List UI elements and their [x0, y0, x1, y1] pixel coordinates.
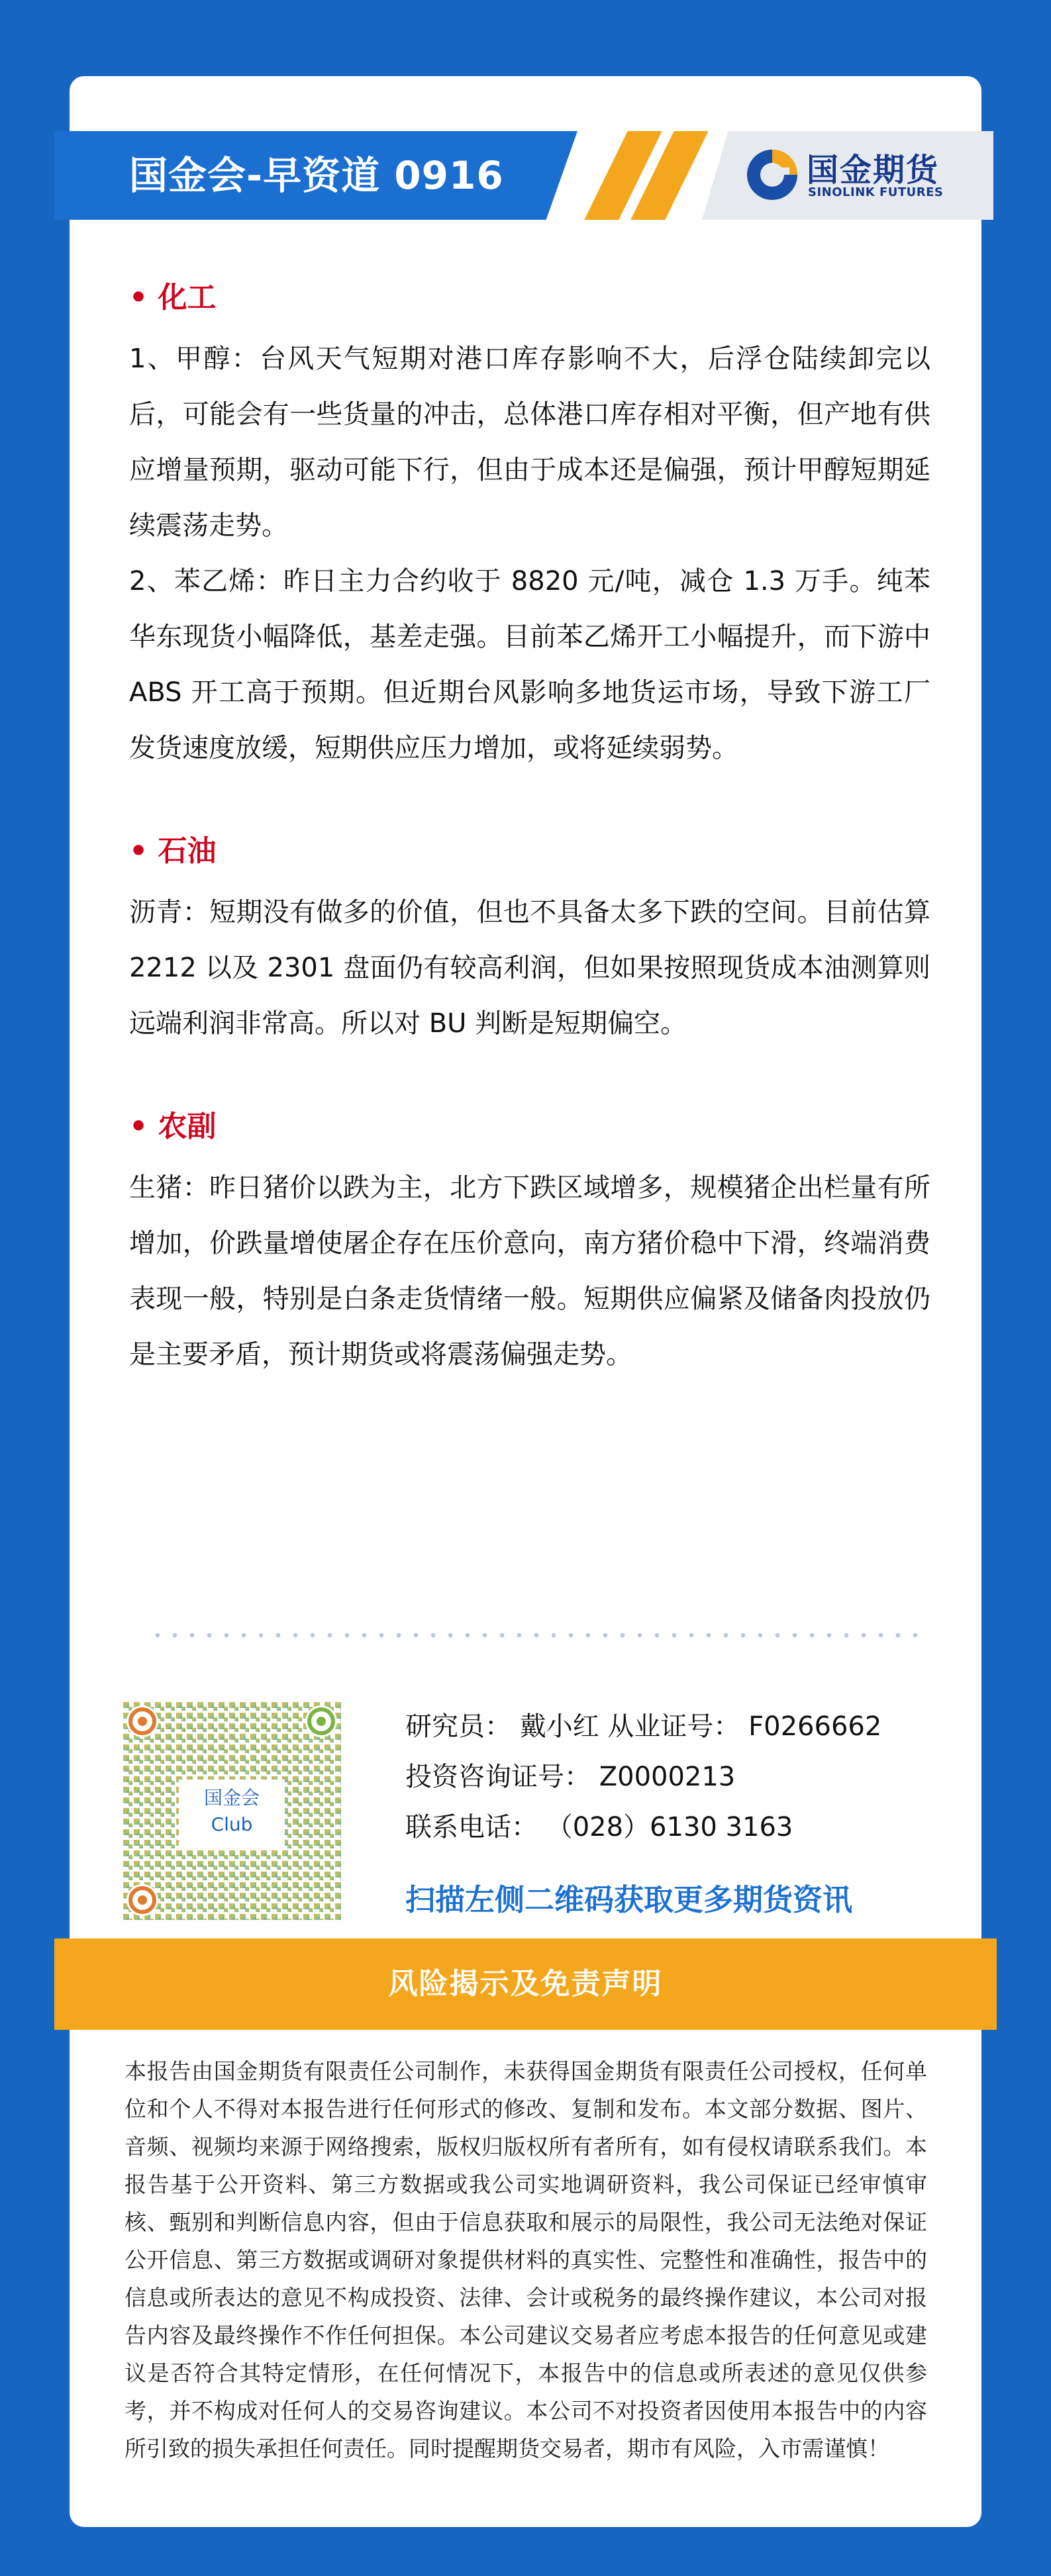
- qr-hint-text: 扫描左侧二维码获取更多期货资讯: [405, 1882, 853, 1917]
- risk-disclosure-bar: 风险揭示及免责声明: [54, 1938, 997, 2030]
- paragraph-hogs: 生猪：昨日猪价以跌为主，北方下跌区域增多，规模猪企出栏量有所增加，价跌量增使屠企存在压价意向，南方猪价稳中下滑，终端消费表现一般，特别是白条走货情绪一般。短期供应偏紧及储备肉投放仍是主要矛盾，预计期货或将震荡偏强走势。: [129, 1172, 930, 1370]
- article-body: [129, 278, 930, 1382]
- qr-center-label: [179, 1780, 285, 1848]
- dotted-divider: [149, 1633, 930, 1638]
- qr-label-line1: 国金会: [203, 1787, 260, 1809]
- sinolink-logo-icon: [745, 148, 799, 202]
- paragraph-styrene: 2、苯乙烯：昨日主力合约收于 8820 元/吨，减仓 1.3 万手。纯苯华东现货小幅降低，基差走强。目前苯乙烯开工小幅提升，而下游中 ABS 开工高于预期。但近期台风影响多地货运市场，导致下游工厂发货速度放缓，短期供应压力增加，或将延续弱势。: [129, 566, 930, 763]
- page-title: 国金会-早资道 0916: [129, 153, 504, 198]
- researcher-info: 研究员： 戴小红 从业证号： F0266662: [405, 1711, 882, 1742]
- logo-text-en: SINOLINK FUTURES: [808, 185, 944, 199]
- phone-info: 联系电话： （028）6130 3163: [405, 1812, 793, 1842]
- qr-label-line2: Club: [211, 1813, 253, 1835]
- paragraph-methanol: 1、甲醇：台风天气短期对港口库存影响不大，后浮仓陆续卸完以后，可能会有一些货量的冲击，总体港口库存相对平衡，但产地有供应增量预期，驱动可能下行，但由于成本还是偏强，预计甲醇短期延续震荡走势。: [129, 344, 930, 541]
- disclaimer-text: 本报告由国金期货有限责任公司制作，未获得国金期货有限责任公司授权，任何单位和个人不得对本报告进行任何形式的修改、复制和发布。本文部分数据、图片、音频、视频均来源于网络搜索，版权归版权所有者所有，如有侵权请联系我们。本报告基于公开资料、第三方数据或我公司实地调研资料，我公司保证已经审慎审核、甄别和判断信息内容，但由于信息获取和展示的局限性，我公司无法绝对保证公开信息、第三方数据或调研对象提供材料的真实性、完整性和准确性，报告中的信息或所表达的意见不构成投资、法律、会计或税务的最终操作建议，本公司对报告内容及最终操作不作任何担保。本公司建议交易者应考虑本报告的任何意见或建议是否符合其特定情形，在任何情况下，本报告中的信息或所表述的意见仅供参考，并不构成对任何人的交易咨询建议。本公司不对投资者因使用本报告中的内容所引致的损失承担任何责任。同时提醒期货交易者，期市有风险，入市需谨慎！: [125, 2058, 927, 2461]
- paragraph-asphalt: 沥青：短期没有做多的价值，但也不具备太多下跌的空间。目前估算 2212 以及 2301 盘面仍有较高利润，但如果按照现货成本油测算则远端利润非常高。所以对 BU 判断是短期偏空。: [129, 897, 930, 1039]
- advisory-cert-info: 投资咨询证号： Z0000213: [405, 1762, 736, 1792]
- section-heading-chemical: • 化工: [129, 281, 217, 314]
- logo-text-cn: 国金期货: [807, 152, 940, 189]
- section-heading-petroleum: • 石油: [129, 834, 217, 868]
- section-heading-agricultural: • 农副: [129, 1110, 217, 1143]
